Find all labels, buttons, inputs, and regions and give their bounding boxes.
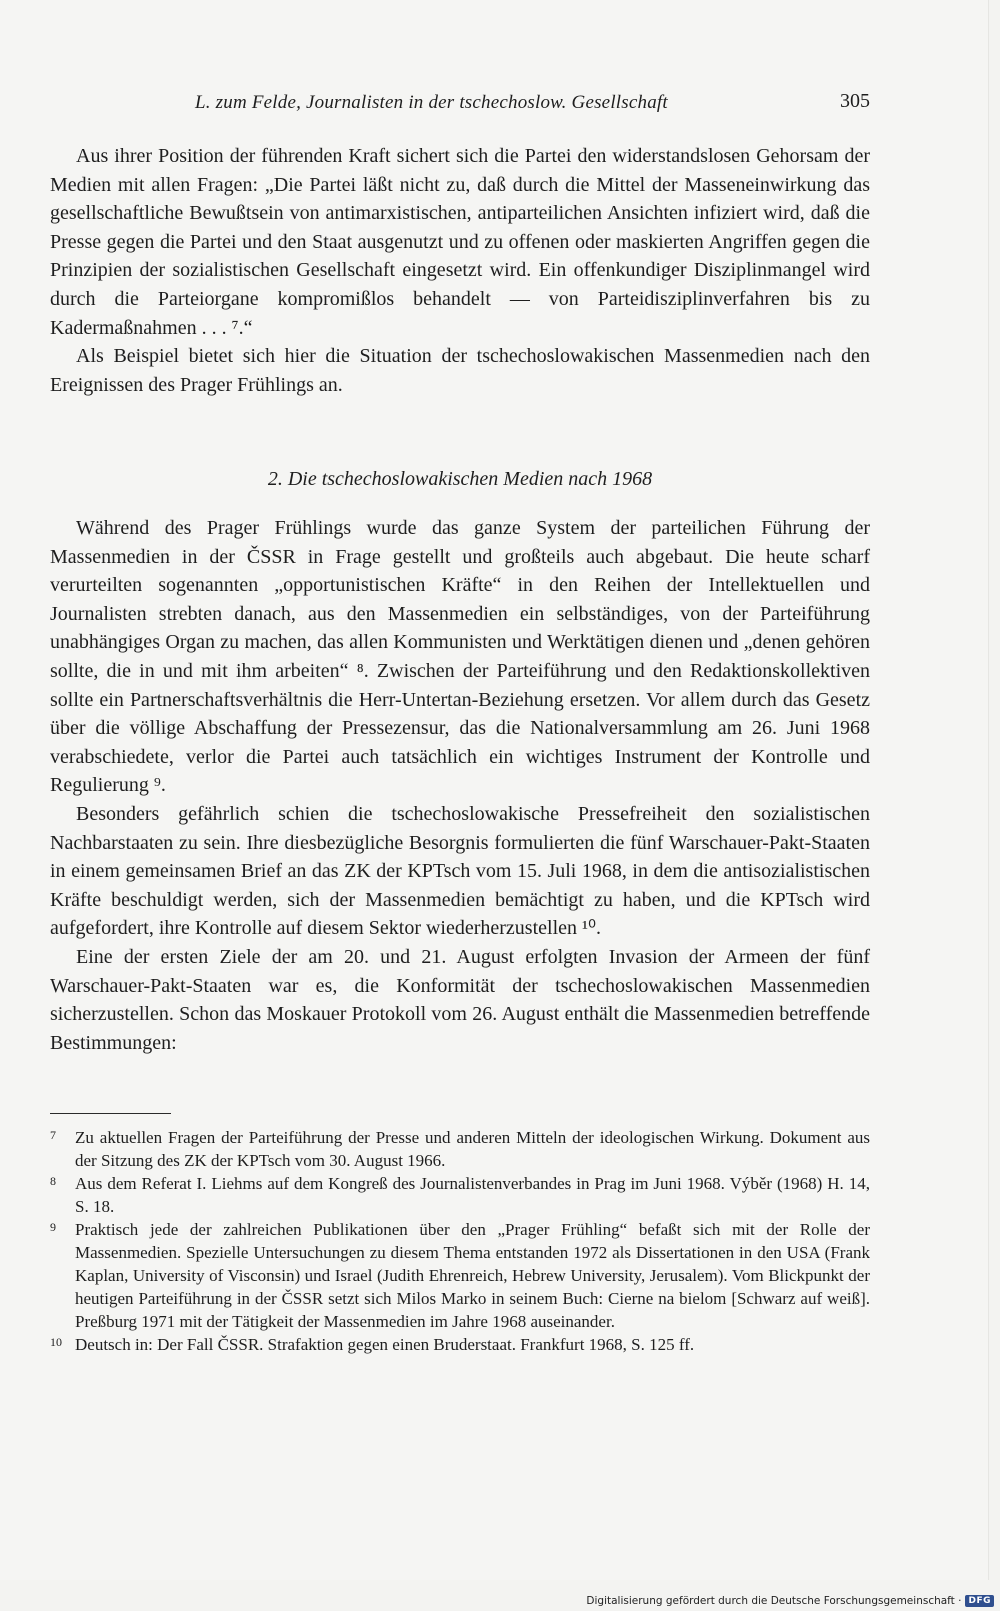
footnotes — [50, 1126, 870, 1356]
footnote-mark: 7 — [50, 1128, 56, 1142]
paragraph: Besonders gefährlich schien die tschechoslowakische Pressefreiheit den sozialistischen Nachbarstaaten zu sein. Ihre diesbezügliche Besorgnis formulierten die fünf Warschauer-Pakt-Staaten in einem gemeinsamen Brief an das ZK der KPTsch vom 15. Juli 1968, in dem die antisozialistischen Kräfte beschuldigt werden, sich der Massenmedien bemächtigt zu haben, und die KPTsch wird aufgefordert, ihre Kontrolle auf diesem Sektor wiederherzustellen ¹⁰. — [50, 802, 870, 940]
running-header — [195, 88, 870, 118]
section-heading: 2. Die tschechoslowakischen Medien nach 1968 — [267, 468, 653, 490]
footnote-rule — [50, 1113, 171, 1114]
footnote — [50, 1126, 870, 1172]
footnote-mark: 10 — [50, 1335, 62, 1349]
footnote-text: Aus dem Referat I. Liehms auf dem Kongreß des Journalistenverbandes in Prag im Juni 1968. Výběr (1968) H. 14, S. 18. — [75, 1174, 870, 1216]
footnote-text: Praktisch jede der zahlreichen Publikationen über den „Prager Frühling“ befaßt sich mit der Rolle der Massenmedien. Spezielle Untersuchungen zu diesem Thema entstanden 1972 als Dissertationen in den USA (Frank Kaplan, University of Visconsin) und Israel (Judith Ehrenreich, Hebrew University, Jerusalem). Vom Blickpunkt der heutigen Parteiführung in der ČSSR setzt sich Milos Marko in seinem Buch: Cierne na bielom [Schwarz auf weiß]. Preßburg 1971 mit der Tätigkeit der Massenmedien im Jahre 1968 auseinander. — [75, 1220, 870, 1331]
paragraph: Eine der ersten Ziele der am 20. und 21. August erfolgten Invasion der Armeen der fünf Warschauer-Pakt-Staaten war es, die Konformität der tschechoslowakischen Massenmedien sicherzustellen. Schon das Moskauer Protokoll vom 26. August enthält die Massenmedien betreffende Bestimmungen: — [50, 945, 870, 1054]
footnote — [50, 1218, 870, 1333]
paragraph: Aus ihrer Position der führenden Kraft sichert sich die Partei den widerstandslosen Gehorsam der Medien mit allen Fragen: „Die Partei läßt nicht zu, daß durch die Mittel der Masseneinwirkung das gesellschaftliche Bewußtsein von antimarxistischen, antiparteilichen Ansichten infiziert wird, daß die Presse gegen die Partei und den Staat ausgenutzt und zu offenen oder maskierten Angriffen gegen die Prinzipien der sozialistischen Gesellschaft eingesetzt wird. Ein offenkundiger Disziplinmangel wird durch die Parteiorgane kompromißlos behandelt — von Parteidisziplinverfahren bis zu Kadermaßnahmen . . . ⁷.“ — [50, 145, 870, 339]
footnote — [50, 1333, 870, 1356]
digitization-footer — [586, 1595, 994, 1607]
running-title: L. zum Felde, Journalisten in der tschechoslow. Gesellschaft — [195, 92, 668, 113]
footnote — [50, 1172, 870, 1218]
paragraph: Als Beispiel bietet sich hier die Situation der tschechoslowakischen Massenmedien nach den Ereignissen des Prager Frühlings an. — [50, 345, 870, 396]
intro-text — [50, 142, 870, 399]
footnote-mark: 9 — [50, 1220, 56, 1234]
funding-credit: Digitalisierung gefördert durch die Deutsche Forschungsgemeinschaft · — [586, 1595, 962, 1607]
footnote-text: Zu aktuellen Fragen der Parteiführung der Presse und anderen Mitteln der ideologischen Wirkung. Dokument aus der Sitzung des ZK der KPTsch vom 30. August 1966. — [75, 1128, 870, 1170]
paragraph: Während des Prager Frühlings wurde das ganze System der parteilichen Führung der Massenmedien in der ČSSR in Frage gestellt und großteils auch abgebaut. Die heute scharf verurteilten sogenannten „opportunistischen Kräfte“ in den Reihen der Intellektuellen und Journalisten strebten danach, aus den Massenmedien ein selbständiges, von der Parteiführung unabhängiges Organ zu machen, das allen Kommunisten und Werktätigen dienen und „denen gehören sollte, die in und mit ihm arbeiten“ ⁸. Zwischen der Parteiführung und den Redaktionskollektiven sollte ein Partnerschaftsverhältnis die Herr-Untertan-Beziehung ersetzen. Vor allem durch das Gesetz über die völlige Abschaffung der Pressezensur, das die Nationalversammlung am 26. Juni 1968 verabschiedete, verlor die Partei auch tatsächlich ein wichtiges Instrument der Kontrolle und Regulierung ⁹. — [50, 517, 870, 797]
section-text — [50, 514, 870, 1057]
dfg-logo: DFG — [965, 1595, 994, 1607]
footnote-mark: 8 — [50, 1174, 56, 1188]
footnote-text: Deutsch in: Der Fall ČSSR. Strafaktion gegen einen Bruderstaat. Frankfurt 1968, S. 125 ff. — [75, 1335, 695, 1354]
page-number: 305 — [840, 90, 870, 112]
